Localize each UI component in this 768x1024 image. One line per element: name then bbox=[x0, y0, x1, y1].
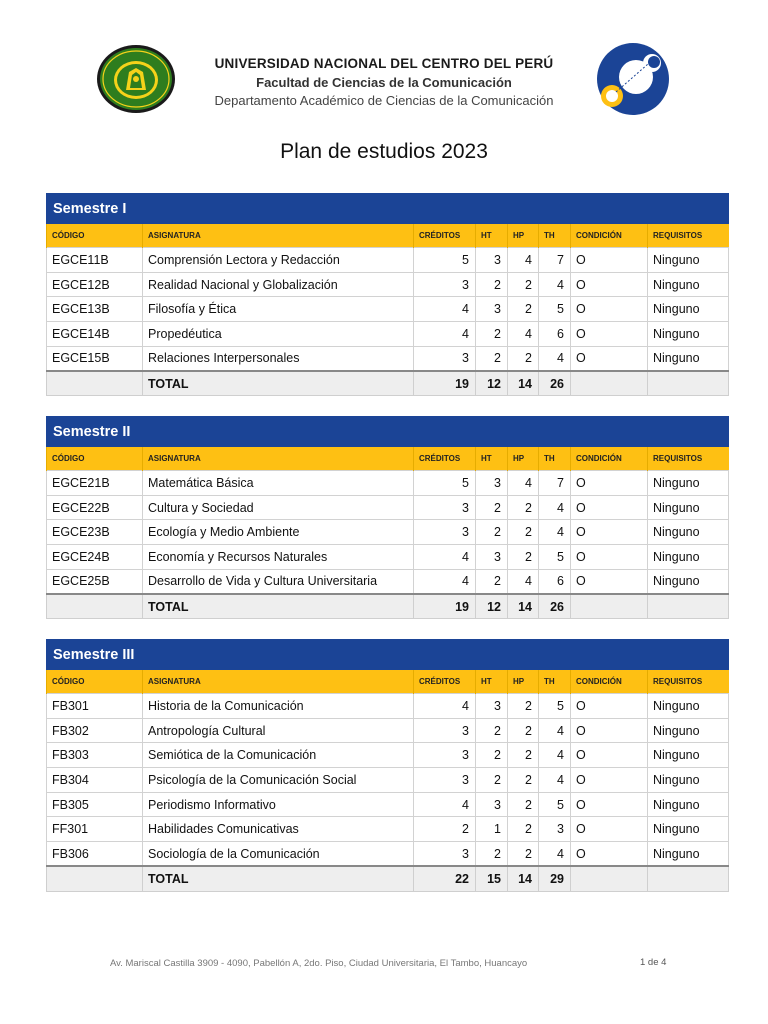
course-condition: O bbox=[571, 346, 648, 371]
course-subject: Matemática Básica bbox=[143, 471, 414, 496]
total-empty-cell bbox=[648, 866, 729, 891]
total-hp: 14 bbox=[508, 866, 539, 891]
total-row bbox=[47, 594, 729, 619]
course-credits: 3 bbox=[414, 718, 476, 743]
course-condition: O bbox=[571, 520, 648, 545]
table-row bbox=[47, 297, 729, 322]
course-code: EGCE15B bbox=[47, 346, 143, 371]
course-hp: 2 bbox=[508, 272, 539, 297]
total-row bbox=[47, 866, 729, 891]
course-condition: O bbox=[571, 718, 648, 743]
course-requirements: Ninguno bbox=[648, 743, 729, 768]
table-row bbox=[47, 718, 729, 743]
course-hp: 2 bbox=[508, 520, 539, 545]
course-code: FF301 bbox=[47, 817, 143, 842]
course-ht: 2 bbox=[476, 569, 508, 594]
course-credits: 5 bbox=[414, 248, 476, 273]
total-empty-cell bbox=[571, 594, 648, 619]
course-condition: O bbox=[571, 272, 648, 297]
course-subject: Filosofía y Ética bbox=[143, 297, 414, 322]
total-th: 29 bbox=[539, 866, 571, 891]
course-th: 4 bbox=[539, 346, 571, 371]
course-ht: 2 bbox=[476, 322, 508, 347]
course-subject: Antropología Cultural bbox=[143, 718, 414, 743]
table-row bbox=[47, 272, 729, 297]
course-credits: 3 bbox=[414, 272, 476, 297]
semester-table bbox=[46, 639, 729, 892]
column-header: TH bbox=[539, 224, 571, 248]
course-subject: Sociología de la Comunicación bbox=[143, 842, 414, 867]
column-header: CÓDIGO bbox=[47, 224, 143, 248]
total-hp: 14 bbox=[508, 371, 539, 396]
total-empty-cell bbox=[47, 371, 143, 396]
course-th: 4 bbox=[539, 520, 571, 545]
table-row bbox=[47, 248, 729, 273]
course-code: EGCE11B bbox=[47, 248, 143, 273]
course-condition: O bbox=[571, 471, 648, 496]
course-ht: 2 bbox=[476, 520, 508, 545]
course-ht: 2 bbox=[476, 718, 508, 743]
course-code: EGCE22B bbox=[47, 495, 143, 520]
course-condition: O bbox=[571, 495, 648, 520]
course-th: 4 bbox=[539, 495, 571, 520]
semester-title: Semestre I bbox=[47, 194, 729, 224]
course-credits: 4 bbox=[414, 694, 476, 719]
course-ht: 2 bbox=[476, 743, 508, 768]
course-code: EGCE23B bbox=[47, 520, 143, 545]
course-hp: 2 bbox=[508, 768, 539, 793]
total-empty-cell bbox=[648, 594, 729, 619]
course-hp: 2 bbox=[508, 718, 539, 743]
course-credits: 3 bbox=[414, 520, 476, 545]
page-number: 1 de 4 bbox=[640, 957, 667, 968]
column-header: REQUISITOS bbox=[648, 447, 729, 471]
course-subject: Economía y Recursos Naturales bbox=[143, 545, 414, 570]
course-subject: Relaciones Interpersonales bbox=[143, 346, 414, 371]
column-header: HT bbox=[476, 670, 508, 694]
course-condition: O bbox=[571, 248, 648, 273]
course-requirements: Ninguno bbox=[648, 545, 729, 570]
total-label: TOTAL bbox=[143, 371, 414, 396]
course-ht: 2 bbox=[476, 842, 508, 867]
table-row bbox=[47, 792, 729, 817]
column-header: HP bbox=[508, 670, 539, 694]
course-hp: 4 bbox=[508, 322, 539, 347]
course-credits: 4 bbox=[414, 545, 476, 570]
course-th: 5 bbox=[539, 297, 571, 322]
course-condition: O bbox=[571, 743, 648, 768]
total-empty-cell bbox=[571, 371, 648, 396]
course-credits: 3 bbox=[414, 842, 476, 867]
course-code: EGCE14B bbox=[47, 322, 143, 347]
course-requirements: Ninguno bbox=[648, 471, 729, 496]
course-hp: 2 bbox=[508, 297, 539, 322]
course-condition: O bbox=[571, 297, 648, 322]
course-th: 5 bbox=[539, 792, 571, 817]
course-th: 4 bbox=[539, 768, 571, 793]
university-name: UNIVERSIDAD NACIONAL DEL CENTRO DEL PERÚ bbox=[214, 56, 554, 71]
course-condition: O bbox=[571, 817, 648, 842]
course-hp: 2 bbox=[508, 817, 539, 842]
column-header: ASIGNATURA bbox=[143, 224, 414, 248]
course-requirements: Ninguno bbox=[648, 569, 729, 594]
course-code: FB302 bbox=[47, 718, 143, 743]
course-ht: 3 bbox=[476, 297, 508, 322]
semester-table bbox=[46, 416, 729, 619]
column-header: CRÉDITOS bbox=[414, 224, 476, 248]
total-label: TOTAL bbox=[143, 866, 414, 891]
course-ht: 3 bbox=[476, 545, 508, 570]
course-subject: Semiótica de la Comunicación bbox=[143, 743, 414, 768]
table-row bbox=[47, 569, 729, 594]
course-ht: 3 bbox=[476, 694, 508, 719]
course-subject: Historia de la Comunicación bbox=[143, 694, 414, 719]
course-subject: Cultura y Sociedad bbox=[143, 495, 414, 520]
total-ht: 15 bbox=[476, 866, 508, 891]
course-credits: 4 bbox=[414, 322, 476, 347]
column-header: ASIGNATURA bbox=[143, 670, 414, 694]
course-subject: Ecología y Medio Ambiente bbox=[143, 520, 414, 545]
column-header: ASIGNATURA bbox=[143, 447, 414, 471]
course-th: 5 bbox=[539, 694, 571, 719]
column-header-row bbox=[47, 670, 729, 694]
course-ht: 2 bbox=[476, 768, 508, 793]
course-th: 4 bbox=[539, 718, 571, 743]
total-empty-cell bbox=[648, 371, 729, 396]
total-credits: 22 bbox=[414, 866, 476, 891]
course-condition: O bbox=[571, 694, 648, 719]
column-header-row bbox=[47, 224, 729, 248]
table-row bbox=[47, 694, 729, 719]
course-hp: 4 bbox=[508, 471, 539, 496]
column-header: TH bbox=[539, 447, 571, 471]
column-header: CÓDIGO bbox=[47, 447, 143, 471]
course-th: 7 bbox=[539, 471, 571, 496]
course-ht: 1 bbox=[476, 817, 508, 842]
page-title: Plan de estudios 2023 bbox=[280, 140, 488, 163]
course-hp: 2 bbox=[508, 842, 539, 867]
table-row bbox=[47, 520, 729, 545]
column-header: CRÉDITOS bbox=[414, 447, 476, 471]
course-hp: 2 bbox=[508, 743, 539, 768]
total-th: 26 bbox=[539, 594, 571, 619]
course-subject: Propedéutica bbox=[143, 322, 414, 347]
course-requirements: Ninguno bbox=[648, 520, 729, 545]
course-th: 6 bbox=[539, 322, 571, 347]
course-code: FB301 bbox=[47, 694, 143, 719]
course-code: EGCE13B bbox=[47, 297, 143, 322]
course-credits: 2 bbox=[414, 817, 476, 842]
course-th: 5 bbox=[539, 545, 571, 570]
course-requirements: Ninguno bbox=[648, 842, 729, 867]
column-header: HP bbox=[508, 447, 539, 471]
table-row bbox=[47, 545, 729, 570]
semester-table bbox=[46, 193, 729, 396]
department-name: Departamento Académico de Ciencias de la Comunicación bbox=[214, 93, 554, 108]
semester-title: Semestre III bbox=[47, 640, 729, 670]
course-th: 4 bbox=[539, 272, 571, 297]
table-row bbox=[47, 817, 729, 842]
course-requirements: Ninguno bbox=[648, 346, 729, 371]
course-subject: Habilidades Comunicativas bbox=[143, 817, 414, 842]
column-header: CÓDIGO bbox=[47, 670, 143, 694]
column-header-row bbox=[47, 447, 729, 471]
course-requirements: Ninguno bbox=[648, 718, 729, 743]
course-ht: 2 bbox=[476, 272, 508, 297]
table-row bbox=[47, 471, 729, 496]
table-row bbox=[47, 495, 729, 520]
course-condition: O bbox=[571, 569, 648, 594]
course-credits: 3 bbox=[414, 768, 476, 793]
column-header: HP bbox=[508, 224, 539, 248]
course-code: EGCE25B bbox=[47, 569, 143, 594]
course-credits: 4 bbox=[414, 569, 476, 594]
total-empty-cell bbox=[47, 594, 143, 619]
course-th: 7 bbox=[539, 248, 571, 273]
course-subject: Periodismo Informativo bbox=[143, 792, 414, 817]
course-requirements: Ninguno bbox=[648, 817, 729, 842]
table-row bbox=[47, 346, 729, 371]
course-code: FB304 bbox=[47, 768, 143, 793]
column-header: CONDICIÓN bbox=[571, 670, 648, 694]
course-hp: 2 bbox=[508, 792, 539, 817]
faculty-brand-logo bbox=[594, 40, 672, 118]
course-requirements: Ninguno bbox=[648, 694, 729, 719]
course-credits: 4 bbox=[414, 792, 476, 817]
course-credits: 3 bbox=[414, 495, 476, 520]
course-credits: 3 bbox=[414, 346, 476, 371]
course-th: 6 bbox=[539, 569, 571, 594]
course-requirements: Ninguno bbox=[648, 768, 729, 793]
column-header: CONDICIÓN bbox=[571, 447, 648, 471]
course-ht: 3 bbox=[476, 471, 508, 496]
course-condition: O bbox=[571, 322, 648, 347]
total-row bbox=[47, 371, 729, 396]
total-credits: 19 bbox=[414, 371, 476, 396]
total-empty-cell bbox=[47, 866, 143, 891]
course-ht: 3 bbox=[476, 792, 508, 817]
total-empty-cell bbox=[571, 866, 648, 891]
course-condition: O bbox=[571, 545, 648, 570]
course-requirements: Ninguno bbox=[648, 297, 729, 322]
course-requirements: Ninguno bbox=[648, 272, 729, 297]
table-row bbox=[47, 768, 729, 793]
course-requirements: Ninguno bbox=[648, 322, 729, 347]
course-hp: 2 bbox=[508, 545, 539, 570]
column-header: HT bbox=[476, 224, 508, 248]
course-code: FB306 bbox=[47, 842, 143, 867]
course-hp: 2 bbox=[508, 495, 539, 520]
course-hp: 2 bbox=[508, 694, 539, 719]
course-hp: 4 bbox=[508, 569, 539, 594]
course-ht: 2 bbox=[476, 495, 508, 520]
course-code: FB303 bbox=[47, 743, 143, 768]
course-code: EGCE12B bbox=[47, 272, 143, 297]
course-subject: Comprensión Lectora y Redacción bbox=[143, 248, 414, 273]
course-hp: 4 bbox=[508, 248, 539, 273]
column-header: REQUISITOS bbox=[648, 224, 729, 248]
column-header: REQUISITOS bbox=[648, 670, 729, 694]
column-header: CRÉDITOS bbox=[414, 670, 476, 694]
course-code: FB305 bbox=[47, 792, 143, 817]
total-credits: 19 bbox=[414, 594, 476, 619]
course-ht: 3 bbox=[476, 248, 508, 273]
course-subject: Desarrollo de Vida y Cultura Universitaria bbox=[143, 569, 414, 594]
semester-title: Semestre II bbox=[47, 417, 729, 447]
course-condition: O bbox=[571, 768, 648, 793]
course-th: 3 bbox=[539, 817, 571, 842]
column-header: HT bbox=[476, 447, 508, 471]
course-code: EGCE24B bbox=[47, 545, 143, 570]
table-row bbox=[47, 322, 729, 347]
course-ht: 2 bbox=[476, 346, 508, 371]
table-row bbox=[47, 743, 729, 768]
total-label: TOTAL bbox=[143, 594, 414, 619]
course-th: 4 bbox=[539, 743, 571, 768]
footer-address: Av. Mariscal Castilla 3909 - 4090, Pabellón A, 2do. Piso, Ciudad Universitaria, El Tambo, Huancayo bbox=[110, 958, 528, 969]
faculty-name: Facultad de Ciencias de la Comunicación bbox=[256, 75, 512, 90]
total-th: 26 bbox=[539, 371, 571, 396]
column-header: CONDICIÓN bbox=[571, 224, 648, 248]
total-ht: 12 bbox=[476, 371, 508, 396]
course-code: EGCE21B bbox=[47, 471, 143, 496]
course-credits: 5 bbox=[414, 471, 476, 496]
course-th: 4 bbox=[539, 842, 571, 867]
course-credits: 4 bbox=[414, 297, 476, 322]
total-ht: 12 bbox=[476, 594, 508, 619]
column-header: TH bbox=[539, 670, 571, 694]
course-condition: O bbox=[571, 792, 648, 817]
course-subject: Realidad Nacional y Globalización bbox=[143, 272, 414, 297]
table-row bbox=[47, 842, 729, 867]
course-credits: 3 bbox=[414, 743, 476, 768]
total-hp: 14 bbox=[508, 594, 539, 619]
course-requirements: Ninguno bbox=[648, 248, 729, 273]
course-subject: Psicología de la Comunicación Social bbox=[143, 768, 414, 793]
course-hp: 2 bbox=[508, 346, 539, 371]
letterhead bbox=[0, 0, 768, 130]
course-requirements: Ninguno bbox=[648, 792, 729, 817]
course-requirements: Ninguno bbox=[648, 495, 729, 520]
course-condition: O bbox=[571, 842, 648, 867]
